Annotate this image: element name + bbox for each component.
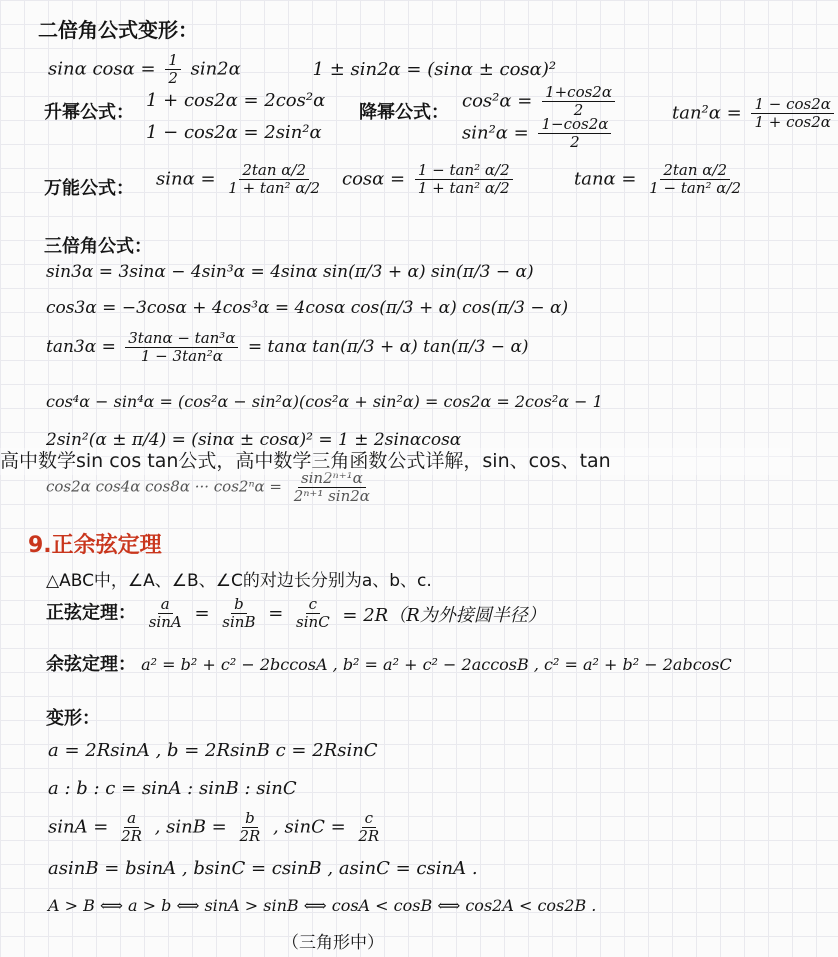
formula-line-double-angle bbox=[48, 52, 790, 87]
formula-cos-triple: cos3α = −3cosα + 4cos³α = 4cosα cos(π/3 + α) cos(π/3 − α) bbox=[46, 298, 569, 318]
fraction-denominator: 2R bbox=[121, 827, 142, 845]
formula-text: a² = b² + c² − 2bccosA , b² = a² + c² − 2accosB , c² = a² + b² − 2abcosC bbox=[141, 655, 732, 674]
fraction-numerator: 1 − tan² α/2 bbox=[415, 162, 513, 180]
fraction bbox=[125, 330, 238, 365]
formula-tan-triple bbox=[46, 330, 790, 365]
fraction-numerator: 2tan α/2 bbox=[660, 162, 730, 180]
formula-sin-triple: sin3α = 3sinα − 4sin³α = 4sinα sin(π/3 + α) sin(π/3 − α) bbox=[46, 262, 534, 282]
fraction-numerator: c bbox=[306, 596, 320, 614]
fraction bbox=[751, 96, 833, 131]
fraction-denominator: 2 bbox=[570, 133, 580, 151]
fraction bbox=[291, 470, 373, 505]
formula-text: , sinC = bbox=[267, 816, 352, 838]
fraction-numerator: b bbox=[231, 596, 247, 614]
fraction-denominator: sinC bbox=[296, 613, 330, 631]
fraction-numerator: a bbox=[124, 810, 139, 828]
overlay-caption: 高中数学sin cos tan公式，高中数学三角函数公式详解，sin、cos、tan bbox=[0, 448, 790, 475]
note-in-triangle: （三角形中） bbox=[282, 933, 384, 953]
fraction-denominator: 1 + tan² α/2 bbox=[417, 179, 510, 197]
formula-sides-2r: a = 2RsinA , b = 2RsinB c = 2RsinC bbox=[48, 740, 378, 761]
label-lower-power: 降幂公式： bbox=[359, 102, 449, 123]
formula-text: sinA = bbox=[48, 816, 115, 838]
fraction bbox=[225, 162, 323, 197]
fraction bbox=[415, 162, 513, 197]
fraction-numerator: a bbox=[158, 596, 173, 614]
formula-ratio: a : b : c = sinA : sinB : sinC bbox=[48, 778, 297, 799]
fraction bbox=[646, 162, 744, 197]
formula-text: tan²α = bbox=[672, 102, 748, 124]
fraction bbox=[165, 52, 181, 87]
fraction bbox=[538, 116, 611, 151]
fraction bbox=[355, 810, 382, 845]
formula-angle-inequalities: A > B ⟺ a > b ⟺ sinA > sinB ⟺ cosA < cosB ⟺ cos2A < cos2B . bbox=[48, 896, 597, 915]
fraction-numerator: 1 bbox=[165, 52, 181, 70]
formula-text: sinα = bbox=[156, 168, 222, 190]
formula-text: sin²α = bbox=[462, 122, 535, 144]
fraction bbox=[118, 810, 145, 845]
formula-text: tanα = bbox=[574, 168, 643, 190]
formula-block-power bbox=[44, 83, 831, 151]
formula-2sin-squared: 2sin²(α ± π/4) = (sinα ± cosα)² = 1 ± 2sinαcosα bbox=[46, 430, 462, 450]
fraction bbox=[236, 810, 263, 845]
formula-text: = 2R（R为外接圆半径） bbox=[342, 604, 546, 626]
formula-block-universal bbox=[44, 160, 790, 216]
law-of-cosines bbox=[46, 650, 790, 676]
formula-universal-cos bbox=[342, 162, 517, 197]
formula-lower-tan bbox=[672, 96, 838, 131]
heading-double-angle-transform: 二倍角公式变形： bbox=[38, 18, 198, 42]
formula-cos-product bbox=[46, 470, 790, 505]
fraction-numerator: 3tanα − tan³α bbox=[125, 330, 238, 348]
formula-universal-tan bbox=[574, 162, 748, 197]
fraction-numerator: 1+cos2α bbox=[542, 84, 615, 102]
formula-sines-over-2r bbox=[48, 810, 790, 850]
formula-one-plus-sin: 1 ± sin2α = (sinα ± cosα)² bbox=[312, 59, 557, 80]
heading-triple-angle: 三倍角公式： bbox=[44, 236, 152, 257]
fraction bbox=[219, 596, 258, 631]
fraction-numerator: b bbox=[242, 810, 258, 828]
formula-raise-1: 1 + cos2α = 2cos²α bbox=[146, 90, 326, 111]
fraction-denominator: 1 + cos2α bbox=[754, 113, 831, 131]
label-raise-power: 升幂公式： bbox=[44, 102, 134, 123]
fraction-numerator: 1 − cos2α bbox=[751, 96, 833, 114]
formula-text: cos²α = bbox=[462, 90, 539, 112]
heading-transform: 变形： bbox=[46, 708, 100, 729]
fraction-denominator: sinA bbox=[148, 613, 182, 631]
fraction-denominator: 2ⁿ⁺¹ sin2α bbox=[293, 487, 370, 505]
fraction-numerator: c bbox=[362, 810, 376, 828]
fraction-denominator: sinB bbox=[222, 613, 256, 631]
label-universal: 万能公式： bbox=[44, 178, 134, 199]
fraction bbox=[542, 84, 615, 119]
fraction-numerator: 1−cos2α bbox=[538, 116, 611, 134]
formula-universal-sin bbox=[156, 162, 327, 197]
fraction-numerator: sin2ⁿ⁺¹α bbox=[298, 470, 366, 488]
fraction-denominator: 1 − tan² α/2 bbox=[649, 179, 742, 197]
formula-lower-cos bbox=[462, 84, 619, 119]
fraction-numerator: 2tan α/2 bbox=[239, 162, 309, 180]
equals-sign: = bbox=[268, 603, 284, 624]
formula-text: = tanα tan(π/3 + α) tan(π/3 − α) bbox=[242, 337, 529, 357]
formula-text: sinα cosα = bbox=[48, 58, 162, 80]
fraction bbox=[293, 596, 333, 631]
label-law-of-cosines: 余弦定理： bbox=[46, 654, 136, 675]
fraction-denominator: 2 bbox=[573, 101, 584, 119]
fraction-denominator: 2R bbox=[239, 827, 261, 845]
equals-sign: = bbox=[194, 603, 210, 624]
formula-text: , sinB = bbox=[148, 816, 233, 838]
formula-sin-cos-product bbox=[48, 52, 241, 87]
law-of-sines bbox=[46, 596, 790, 640]
formula-lower-sin bbox=[462, 116, 615, 151]
formula-text: sin2α bbox=[184, 58, 241, 80]
section-heading-law-of-sines-cosines: 9.正余弦定理 bbox=[28, 533, 162, 558]
formula-raise-2: 1 − cos2α = 2sin²α bbox=[146, 122, 322, 143]
formula-text: cosα = bbox=[342, 168, 411, 190]
fraction-denominator: 2 bbox=[168, 69, 178, 87]
fraction-denominator: 1 + tan² α/2 bbox=[228, 179, 321, 197]
formula-text: cos2α cos4α cos8α ··· cos2ⁿα = bbox=[46, 477, 287, 496]
formula-cos4-sin4: cos⁴α − sin⁴α = (cos²α − sin²α)(cos²α + sin²α) = cos2α = 2cos²α − 1 bbox=[46, 392, 603, 411]
formula-cross-products: asinB = bsinA , bsinC = csinB , asinC = csinA . bbox=[48, 858, 478, 879]
fraction-denominator: 2R bbox=[358, 827, 380, 845]
formula-text: tan3α = bbox=[46, 337, 122, 357]
triangle-statement: △ABC中，∠A、∠B、∠C的对边长分别为a、b、c. bbox=[46, 571, 432, 591]
label-law-of-sines: 正弦定理： bbox=[46, 602, 136, 624]
fraction-denominator: 1 − 3tan²α bbox=[140, 347, 223, 365]
fraction bbox=[146, 596, 185, 631]
